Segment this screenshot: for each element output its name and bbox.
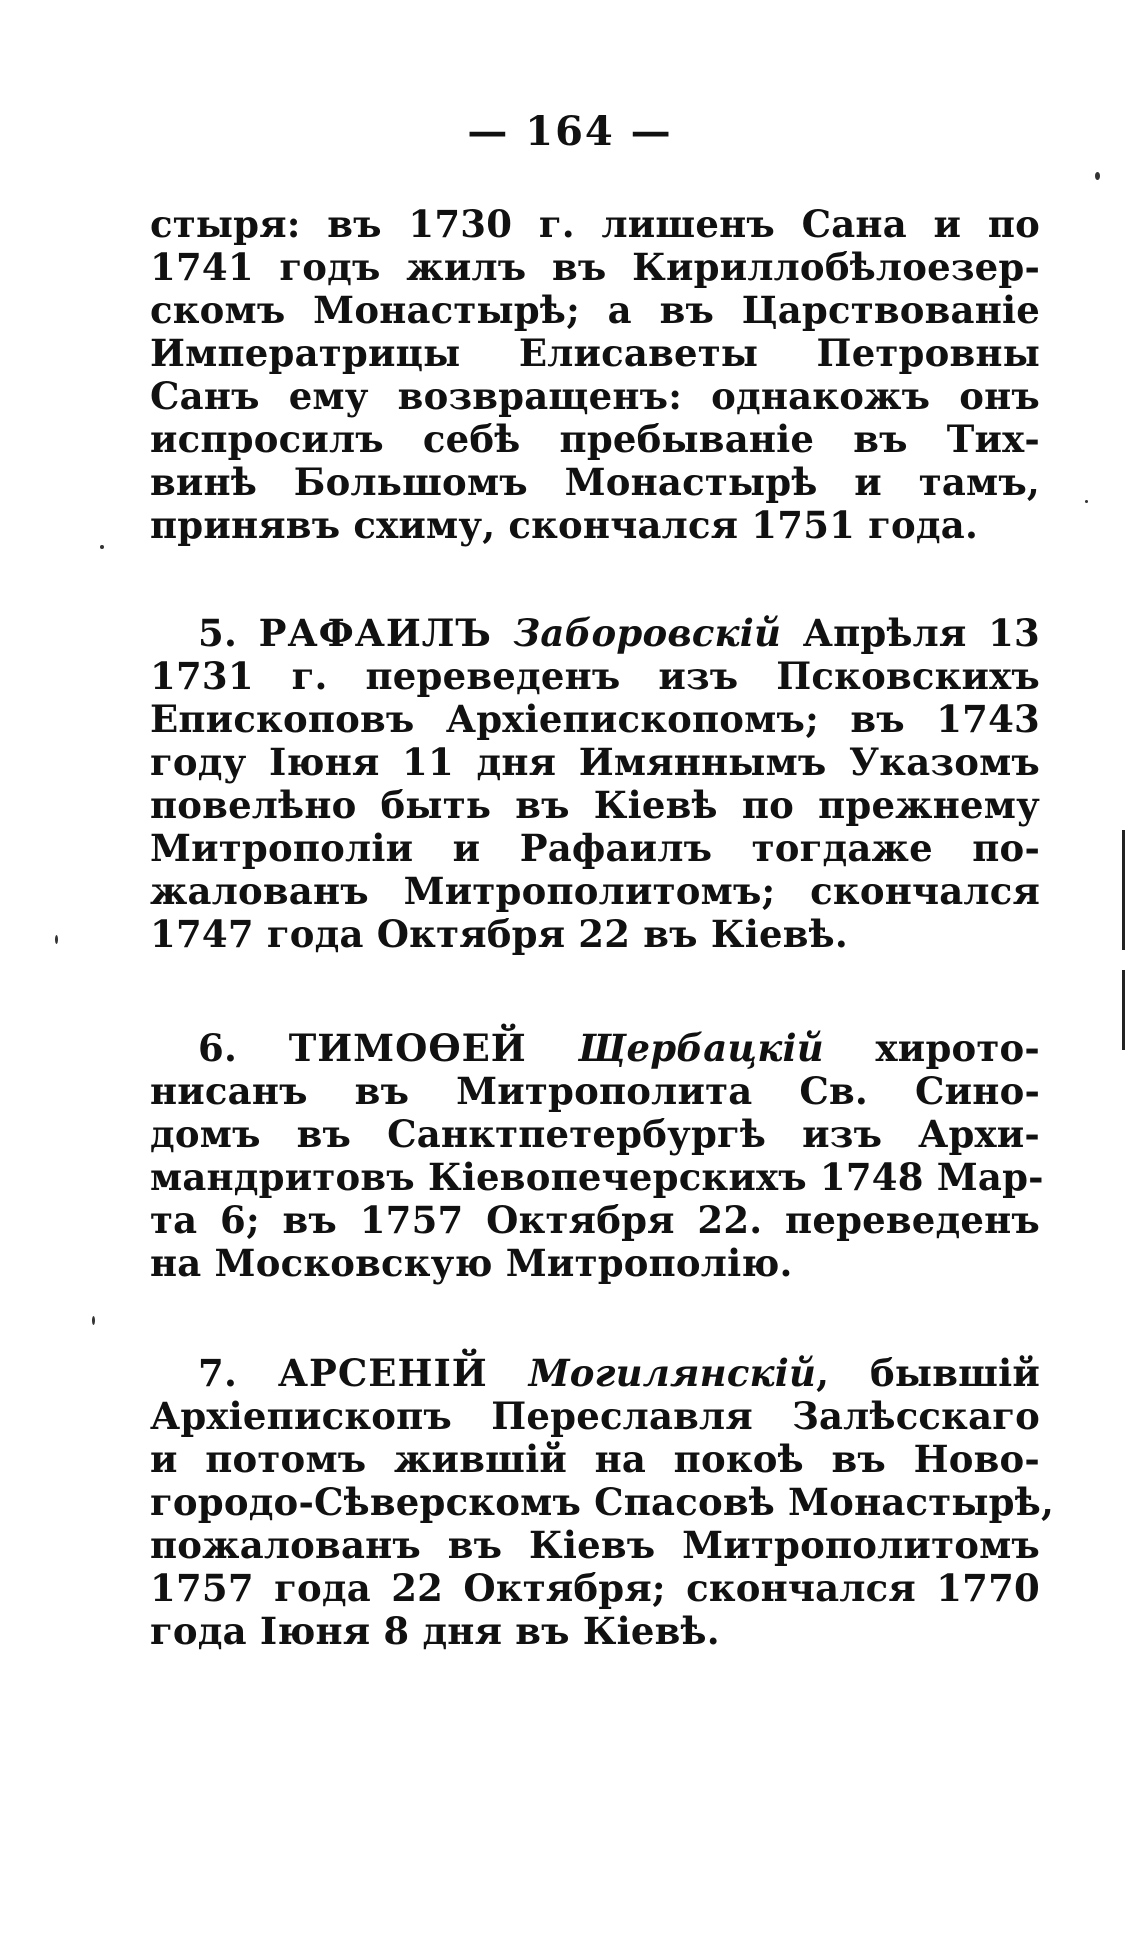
- text-line: принявъ схиму, скончался 1751 года.: [150, 503, 979, 547]
- scan-speck: [92, 1316, 95, 1325]
- entry-number: 5.: [198, 611, 238, 655]
- entry-surname: Могилянскій: [528, 1351, 817, 1395]
- text-line: жалованъ Митрополитомъ; скончался: [150, 869, 1040, 913]
- text-line: 1741 годъ жилъ въ Кириллобѣлоезер-: [150, 245, 1040, 289]
- entry-7: [150, 1351, 1055, 1653]
- paragraph-continuation: [150, 203, 1040, 547]
- entry-number: 6.: [198, 1026, 238, 1070]
- text-line: Санъ ему возвращенъ: однакожъ онъ: [150, 374, 1040, 418]
- text-line: года Іюня 8 дня въ Кіевѣ.: [150, 1609, 720, 1653]
- text-line: стыря: въ 1730 г. лишенъ Сана и по: [150, 202, 1040, 246]
- text-line: мандритовъ Кіевопечерскихъ 1748 Мар-: [150, 1155, 1044, 1199]
- text-line: Императрицы Елисаветы Петровны: [150, 331, 1040, 375]
- text-line: и потомъ жившій на покоѣ въ Ново-: [150, 1437, 1040, 1481]
- text-line: скомъ Монастырѣ; а въ Царствованіе: [150, 288, 1040, 332]
- text-line: та 6; въ 1757 Октября 22. переведенъ: [150, 1198, 1040, 1242]
- text-line: нисанъ въ Митрополита Св. Сино-: [150, 1069, 1040, 1113]
- text-line: 1757 года 22 Октября; скончался 1770: [150, 1566, 1040, 1610]
- text-line: 1731 г. переведенъ изъ Псковскихъ: [150, 654, 1040, 698]
- entry-6: [150, 1026, 1044, 1285]
- entry-5: [150, 612, 1040, 956]
- entry-heading-rest: хирото-: [875, 1026, 1040, 1070]
- entry-heading-line: [150, 612, 1040, 655]
- text-line: испросилъ себѣ пребываніе въ Тих-: [150, 417, 1040, 461]
- entry-number: 7.: [198, 1351, 238, 1395]
- entry-heading-line: [150, 1352, 1040, 1395]
- text-line: 1747 года Октября 22 въ Кіевѣ.: [150, 912, 848, 956]
- entry-heading-rest: Апрѣля 13: [802, 611, 1040, 655]
- text-line: городо-Сѣверскомъ Спасовѣ Монастырѣ,: [150, 1480, 1055, 1524]
- text-line: Митрополіи и Рафаилъ тогдаже по-: [150, 826, 1040, 870]
- entry-surname: Щербацкій: [578, 1026, 824, 1070]
- entry-name: ТИМОѲЕЙ: [288, 1026, 527, 1070]
- scan-edge-mark: [1122, 970, 1125, 1050]
- text-line: домъ въ Санктпетербургѣ изъ Архи-: [150, 1112, 1040, 1156]
- text-line: на Московскую Митрополію.: [150, 1241, 793, 1285]
- scan-edge-mark: [1122, 830, 1125, 950]
- text-line: Архіепископъ Переславля Залѣсскаго: [150, 1394, 1040, 1438]
- scan-speck: [55, 935, 58, 944]
- scan-speck: [1095, 172, 1100, 180]
- entry-name: АРСЕНІЙ: [277, 1351, 488, 1395]
- entry-name: РАФАИЛЪ: [258, 611, 492, 655]
- text-line: Епископовъ Архіепископомъ; въ 1743: [150, 697, 1040, 741]
- scan-speck: [1085, 500, 1088, 503]
- entry-surname: Заборовскій: [513, 611, 782, 655]
- text-line: году Іюня 11 дня Имяннымъ Указомъ: [150, 740, 1040, 784]
- entry-heading-line: [150, 1027, 1040, 1070]
- text-line: повелѣно быть въ Кіевѣ по прежнему: [150, 783, 1040, 827]
- page-number: — 164 —: [467, 108, 673, 155]
- text-line: винѣ Большомъ Монастырѣ и тамъ,: [150, 460, 1040, 504]
- entry-heading-rest: , бывшій: [816, 1351, 1040, 1395]
- text-line: пожалованъ въ Кіевъ Митрополитомъ: [150, 1523, 1040, 1567]
- scan-speck: [100, 545, 104, 549]
